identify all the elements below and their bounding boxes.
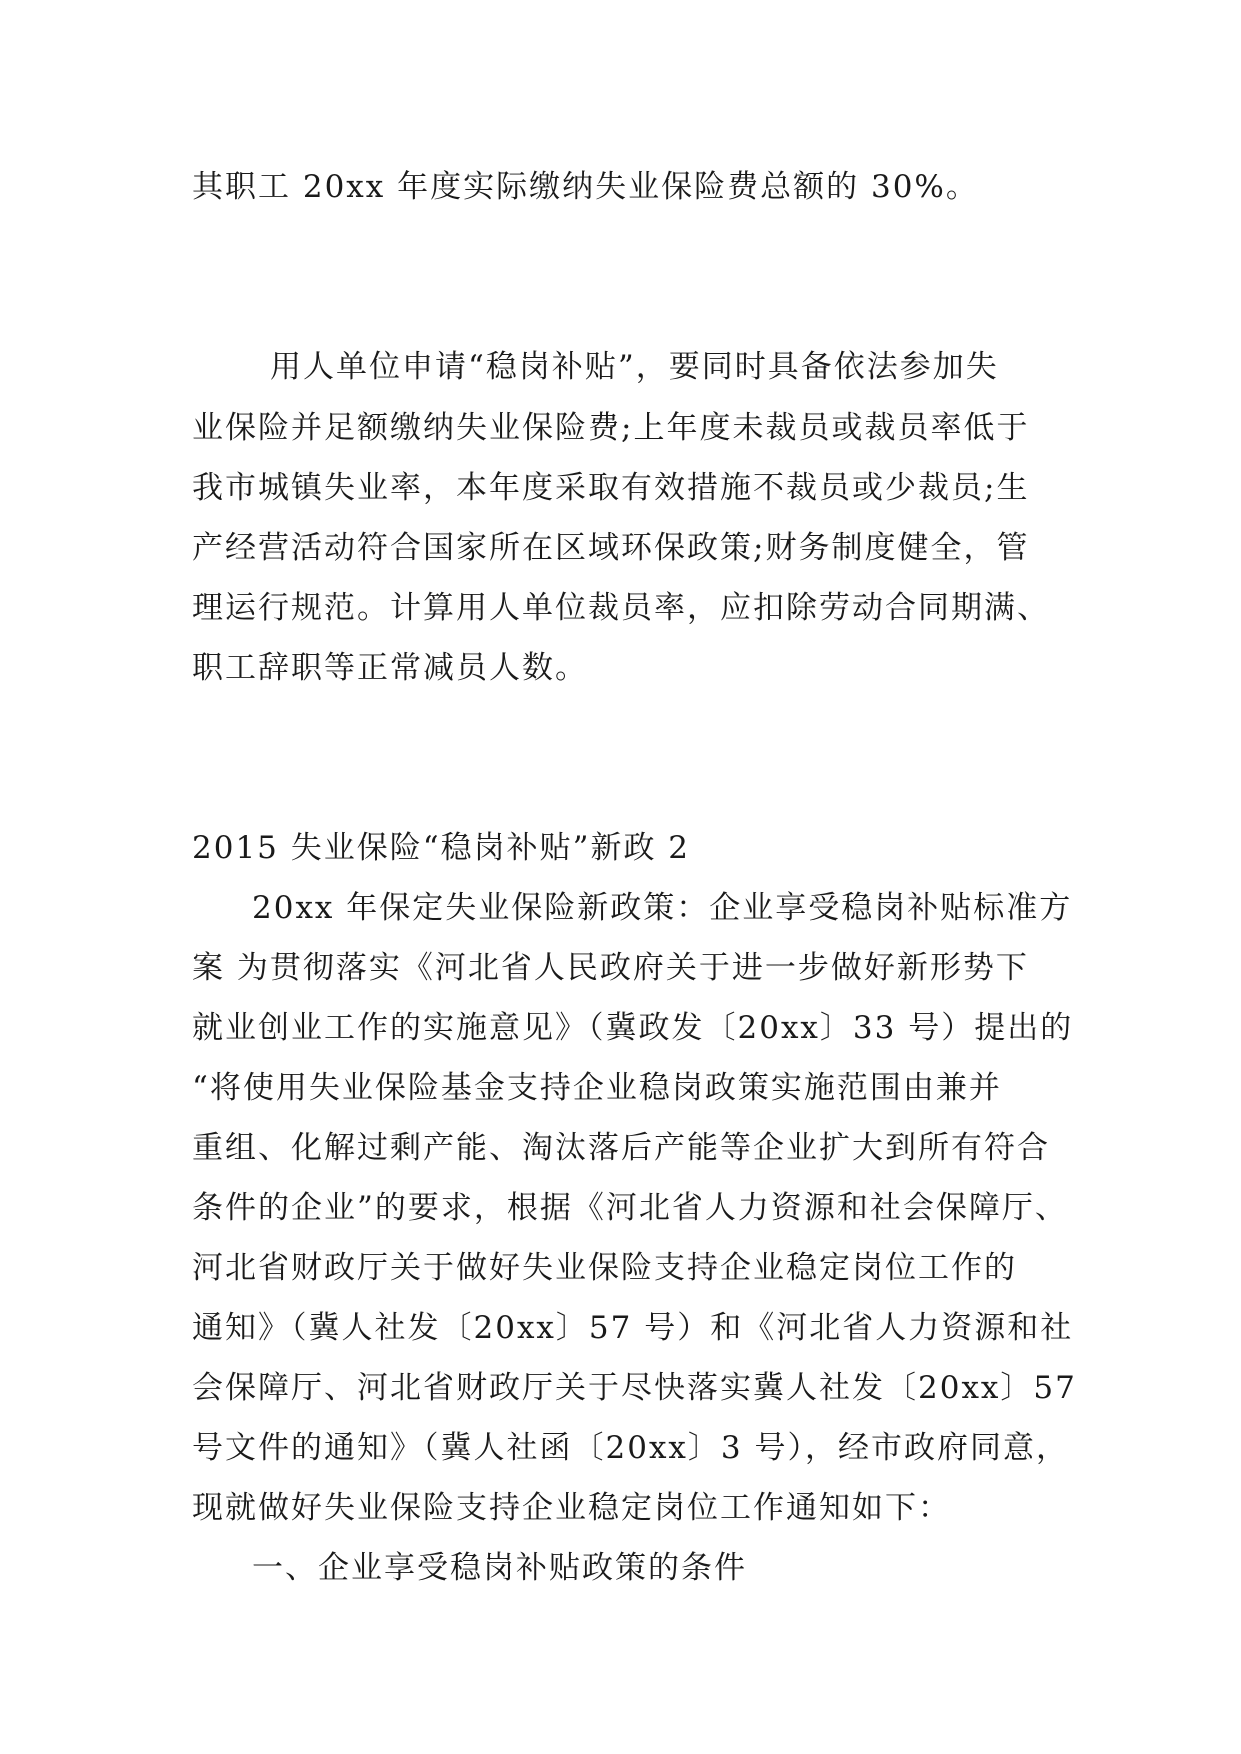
paragraph-2-line-5: 理运行规范。计算用人单位裁员率，应扣除劳动合同期满、 xyxy=(192,590,1050,626)
paragraph-3-line-7: 河北省财政厅关于做好失业保险支持企业稳定岗位工作的 xyxy=(192,1250,1017,1286)
paragraph-2-line-3: 我市城镇失业率，本年度采取有效措施不裁员或少裁员;生 xyxy=(192,470,1030,506)
paragraph-3-line-8: 通知》（冀人社发〔20xx〕57 号）和《河北省人力资源和社 xyxy=(192,1310,1074,1346)
paragraph-3-line-11: 现就做好失业保险支持企业稳定岗位工作通知如下： xyxy=(192,1490,951,1526)
paragraph-2-line-1: 用人单位申请“稳岗补贴”，要同时具备依法参加失 xyxy=(270,349,999,385)
paragraph-3-line-9: 会保障厅、河北省财政厅关于尽快落实冀人社发〔20xx〕57 xyxy=(192,1370,1077,1406)
paragraph-3-line-6: 条件的企业”的要求，根据《河北省人力资源和社会保障厅、 xyxy=(192,1190,1068,1226)
paragraph-2-line-4: 产经营活动符合国家所在区域环保政策;财务制度健全，管 xyxy=(192,530,1030,566)
paragraph-3-line-1: 20xx 年保定失业保险新政策：企业享受稳岗补贴标准方 xyxy=(252,890,1073,926)
paragraph-1-line-1: 其职工 20xx 年度实际缴纳失业保险费总额的 30%。 xyxy=(192,169,979,205)
paragraph-3-line-4: “将使用失业保险基金支持企业稳岗政策实施范围由兼并 xyxy=(192,1070,1002,1106)
paragraph-3-line-10: 号文件的通知》（冀人社函〔20xx〕3 号），经市政府同意， xyxy=(192,1430,1069,1466)
paragraph-2-line-2: 业保险并足额缴纳失业保险费;上年度未裁员或裁员率低于 xyxy=(192,410,1030,446)
section-heading: 2015 失业保险“稳岗补贴”新政 2 xyxy=(192,830,691,866)
paragraph-3-line-2: 案 为贯彻落实《河北省人民政府关于进一步做好新形势下 xyxy=(192,950,1029,986)
paragraph-2-line-6: 职工辞职等正常减员人数。 xyxy=(192,650,588,686)
section-1-title: 一、企业享受稳岗补贴政策的条件 xyxy=(252,1550,747,1586)
paragraph-3-line-5: 重组、化解过剩产能、淘汰落后产能等企业扩大到所有符合 xyxy=(192,1130,1050,1166)
paragraph-3-line-3: 就业创业工作的实施意见》（冀政发〔20xx〕33 号）提出的 xyxy=(192,1010,1074,1046)
